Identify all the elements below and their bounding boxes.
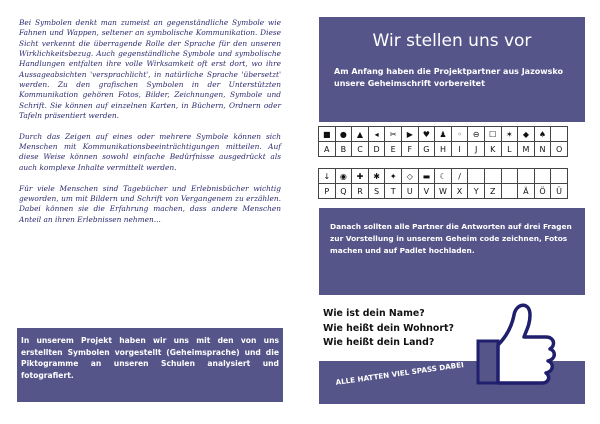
cipher-letter: V: [418, 184, 435, 199]
cipher-symbol: [534, 169, 551, 184]
cipher-symbol: [501, 169, 518, 184]
cipher-symbol: [551, 127, 568, 142]
paragraph-diaries: Für viele Menschen sind Tagebücher und Erlebnisbücher wichtig geworden, um mit Bildern und Schrift von Vergangenem zu erzählen. Dabei können sie die Erfahrung machen, dass andere Menschen Anteil an ihren Erlebnissen nehmen...: [19, 183, 281, 224]
cipher-symbol: ✂: [385, 127, 402, 142]
cipher-letter: Z: [484, 184, 501, 199]
cipher-symbol: ♥: [418, 127, 435, 142]
cipher-letter: C: [352, 142, 369, 157]
thumbs-up-icon: [468, 295, 558, 387]
cipher-symbol: [518, 169, 535, 184]
cipher-symbol: [468, 169, 485, 184]
cipher-letter: F: [401, 142, 418, 157]
cipher-symbol: ▲: [352, 127, 369, 142]
cipher-letter: S: [368, 184, 385, 199]
panel-subtitle: Am Anfang haben die Projektpartner aus Jazowsko unsere Geheimschrift vorbereitet: [334, 67, 563, 88]
cipher-letter: A: [319, 142, 336, 157]
cipher-symbol: ▬: [418, 169, 435, 184]
cipher-letter: Ü: [551, 184, 568, 199]
cipher-symbol: ☾: [435, 169, 452, 184]
cipher-symbol: ✚: [352, 169, 369, 184]
cipher-letter: R: [352, 184, 369, 199]
cipher-letter: H: [435, 142, 452, 157]
instructions-panel: [319, 208, 585, 295]
cipher-symbol: ✱: [368, 169, 385, 184]
cipher-symbol: ✶: [501, 127, 518, 142]
cipher-letter: M: [518, 142, 535, 157]
cipher-letter: D: [368, 142, 385, 157]
cipher-symbol: ◆: [518, 127, 535, 142]
cipher-letter: Ä: [518, 184, 535, 199]
cipher-letter: I: [451, 142, 468, 157]
questions-list: [323, 307, 454, 351]
question-name: Wie ist dein Name?: [323, 308, 425, 319]
cipher-letter: Y: [468, 184, 485, 199]
cipher-symbol: [551, 169, 568, 184]
panel-title: Wir stellen uns vor: [372, 31, 532, 51]
project-summary-box: [17, 328, 283, 402]
cipher-letter: B: [335, 142, 352, 157]
cipher-letter: W: [435, 184, 452, 199]
left-column-text: [19, 18, 281, 235]
cipher-symbol: ▶: [401, 127, 418, 142]
cipher-symbol: ●: [335, 127, 352, 142]
cipher-letter: L: [501, 142, 518, 157]
cipher-letter: G: [418, 142, 435, 157]
cipher-symbol: ◂: [368, 127, 385, 142]
question-town: Wie heißt dein Wohnort?: [323, 322, 454, 334]
cipher-symbol: ⊖: [468, 127, 485, 142]
paragraph-pointing: Durch das Zeigen auf eines oder mehrere Symbole können sich Menschen mit Kommunikationsbeeinträchtigungen mitteilen. Auf diese Weise können sowohl einfache Bedürfnisse ausgedrückt als auch komplexe Inhalte vermittelt werden.: [19, 131, 281, 172]
intro-panel: [319, 17, 585, 122]
cipher-symbol: ■: [319, 127, 336, 142]
cipher-table-a-to-o: [318, 126, 568, 157]
cipher-letter: Q: [335, 184, 352, 199]
cipher-symbol: ↓: [319, 169, 336, 184]
cipher-letter: U: [401, 184, 418, 199]
cipher-letter: N: [534, 142, 551, 157]
cipher-table-p-to-ue: [318, 168, 568, 199]
cipher-symbol: ♟: [435, 127, 452, 142]
cipher-letter: E: [385, 142, 402, 157]
instructions-text: Danach sollten alle Partner die Antworten auf drei Fragen zur Vorstellung in unserem Geheim code zeichnen, Fotos machen und auf Padlet hochladen.: [330, 222, 572, 255]
cipher-letter: [501, 184, 518, 199]
cipher-symbol: ◦: [451, 127, 468, 142]
cipher-letter: X: [451, 184, 468, 199]
cipher-symbol: ◇: [401, 169, 418, 184]
footer-text: ALLE HATTEN VIEL SPASS DABEI: [335, 360, 465, 387]
cipher-symbol: ✦: [385, 169, 402, 184]
paragraph-symbols: Bei Symbolen denkt man zumeist an gegenständliche Symbole wie Fahnen und Wappen, seltener an symbolische Kommunikation. Diese Sicht verkennt die überragende Rolle der Sprache für den unseren Wirklichkeitsbezug. Auch gegenständliche Symbole und symbolische Handlungen entfalten ihre volle Wirksamkeit oft erst dort, wo ihre Aussageabsichten 'versprachlicht', in natürliche Sprache 'übersetzt' werden. Zu den grafischen Symbolen in der Unterstützten Kommunikation gehören Fotos, Bilder, Zeichnungen, Symbole und Schrift. Sie können auf einzelnen Karten, in Büchern, Ordnern oder Tafeln präsentiert werden.: [19, 18, 281, 121]
cipher-symbol: ♠: [534, 127, 551, 142]
question-country: Wie heißt dein Land?: [323, 337, 435, 348]
cipher-letter: O: [551, 142, 568, 157]
project-summary-text: In unserem Projekt haben wir uns mit den von uns erstellten Symbolen vorgestellt (Geheimsprache) und die Piktogramme an unseren Schulen analysiert und fotografiert.: [21, 336, 279, 380]
cipher-symbol: /: [451, 169, 468, 184]
cipher-letter: J: [468, 142, 485, 157]
cipher-symbol: [484, 169, 501, 184]
cipher-letter: K: [484, 142, 501, 157]
cipher-symbol: ☐: [484, 127, 501, 142]
cipher-letter: T: [385, 184, 402, 199]
cipher-letter: Ö: [534, 184, 551, 199]
cipher-letter: P: [319, 184, 336, 199]
cipher-symbol: ◉: [335, 169, 352, 184]
